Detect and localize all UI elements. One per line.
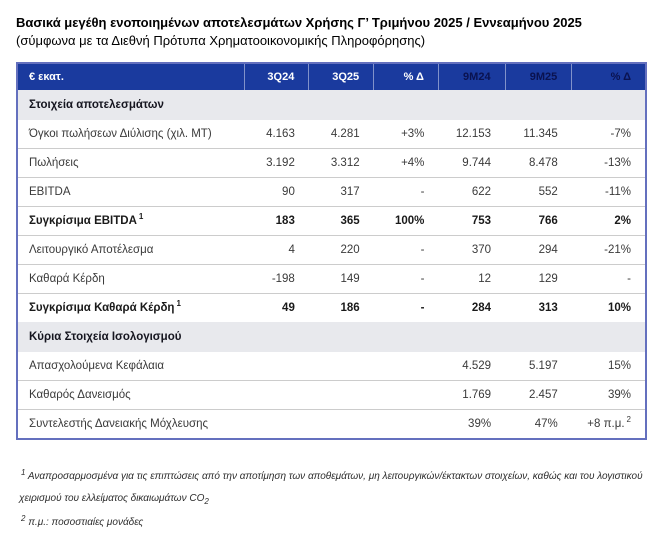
table-row (17, 381, 646, 410)
footnote-ref-icon: 2 (626, 415, 631, 425)
column-header-9m25: 9M25 (505, 63, 572, 90)
cell-9m24: 622 (438, 178, 505, 207)
cell-9m25: 8.478 (505, 149, 572, 178)
table-row (17, 410, 646, 440)
column-header-3q24: 3Q24 (245, 63, 309, 90)
row-label: Συντελεστής Δανειακής Μόχλευσης (17, 410, 245, 440)
column-header-pct-delta-9m: % Δ (572, 63, 646, 90)
footnote-1: $^1$ Αναπροσαρμοσμένα για τις επιπτώσεις από την αποτίμηση των αποθεμάτων, μη λειτουργικών/έκτακτων στοιχείων, καθώς και του λογιστικού χειρισμού του ελλείματος δικαιωμάτων $CO_2$ (19, 467, 643, 506)
cell-3q25: 149 (309, 265, 374, 294)
section-row-balance-sheet (17, 322, 646, 352)
page-title: Βασικά μεγέθη ενοποιημένων αποτελεσμάτων Χρήσης Γ’ Τριμήνου 2025 / Εννεαμήνου 2025 (16, 15, 582, 30)
cell-3q25: 220 (309, 236, 374, 265)
financial-results-table (16, 62, 647, 440)
cell-9m24: 39% (438, 410, 505, 440)
column-header-unit: € εκατ. (17, 63, 245, 90)
cell-9m25: 313 (505, 294, 572, 323)
cell-3q25 (309, 410, 374, 440)
table-body (17, 90, 646, 439)
section-label: Στοιχεία αποτελεσμάτων (17, 90, 646, 120)
cell-9m24: 1.769 (438, 381, 505, 410)
cell-3q24 (245, 381, 309, 410)
cell-9m24: 4.529 (462, 360, 492, 373)
cell-pct-delta-q: +4% (374, 149, 439, 178)
cell-3q25 (309, 352, 374, 381)
column-header-pct-delta-q: % Δ (374, 63, 439, 90)
row-label: Συγκρίσιμα Καθαρά Κέρδη $^1$ (17, 294, 245, 323)
cell-9m25: 47% (505, 410, 572, 440)
cell-9m25: 552 (505, 178, 572, 207)
cell-9m25: 2.457 (505, 381, 572, 410)
row-label: Λειτουργικό Αποτέλεσμα (17, 236, 245, 265)
cell-9m25: 129 (505, 265, 572, 294)
cell-pct-delta-9m: 2% (572, 207, 646, 236)
cell-pct-delta-q: - (374, 236, 439, 265)
co2-subscript: 2 (204, 496, 209, 506)
cell-pct-delta-q (374, 352, 439, 381)
cell-9m24: 753 (438, 207, 505, 236)
cell-pct-delta-q: +3% (401, 128, 425, 141)
section-row-results (17, 90, 646, 120)
column-header-3q25: 3Q25 (309, 63, 374, 90)
table-header-row (17, 63, 646, 90)
cell-3q24: 4.163 (266, 128, 295, 141)
table-row (17, 120, 646, 149)
cell-9m24: 370 (438, 236, 505, 265)
cell-pct-delta-q: - (374, 178, 439, 207)
table-row (17, 352, 646, 381)
column-header-9m24: 9M24 (438, 63, 505, 90)
cell-3q24: 3.192 (245, 149, 309, 178)
table-row (17, 149, 646, 178)
cell-9m25: 766 (505, 207, 572, 236)
cell-3q25: 186 (309, 294, 374, 323)
cell-9m24: 284 (438, 294, 505, 323)
table-row (17, 178, 646, 207)
cell-pct-delta-9m: -21% (572, 236, 646, 265)
cell-pct-delta-9m: 15% (607, 360, 631, 373)
page-subtitle: (σύμφωνα με τα Διεθνή Πρότυπα Χρηματοοικονομικής Πληροφόρησης) (16, 32, 426, 48)
cell-3q24: 90 (245, 178, 309, 207)
cell-3q24 (245, 410, 309, 440)
cell-3q24: 4 (245, 236, 309, 265)
cell-3q25: 365 (309, 207, 374, 236)
cell-pct-delta-9m: - (572, 265, 646, 294)
cell-pct-delta-9m: 10% (572, 294, 646, 323)
table-row-adjusted-ebitda (17, 207, 646, 236)
table-row (17, 265, 646, 294)
cell-pct-delta-q (374, 410, 439, 440)
cell-9m24: 9.744 (438, 149, 505, 178)
cell-pct-delta-9m: +8 π.μ. $^2$ (572, 410, 646, 440)
cell-3q24: 49 (245, 294, 309, 323)
cell-9m25: 11.345 (523, 128, 558, 141)
cell-3q25 (309, 381, 374, 410)
cell-pct-delta-q: 100% (374, 207, 439, 236)
footnote-ref-icon: 1 (176, 299, 181, 309)
cell-pct-delta-9m: 39% (572, 381, 646, 410)
table-header (17, 63, 646, 90)
row-label: Καθαρός Δανεισμός (17, 381, 245, 410)
cell-3q24: -198 (245, 265, 309, 294)
cell-pct-delta-9m: -11% (572, 178, 646, 207)
cell-pct-delta-q: - (374, 294, 439, 323)
row-label: Πωλήσεις (17, 149, 245, 178)
footnote-2: $^2$ π.μ.: ποσοστιαίες μονάδες (21, 513, 144, 529)
cell-3q25: 3.312 (309, 149, 374, 178)
cell-3q25: 317 (309, 178, 374, 207)
row-label: Όγκοι πωλήσεων Διύλισης (χιλ. ΜΤ) (29, 128, 212, 141)
row-label: Απασχολούμενα Κεφάλαια (29, 360, 165, 373)
row-label: Συγκρίσιμα EBITDA $^1$ (17, 207, 245, 236)
cell-9m25: 5.197 (528, 360, 558, 373)
footnotes (16, 466, 651, 534)
cell-3q25: 4.281 (330, 128, 360, 141)
section-label: Κύρια Στοιχεία Ισολογισμού (17, 322, 646, 352)
cell-pct-delta-q: - (374, 265, 439, 294)
cell-pct-delta-9m: -7% (610, 128, 631, 141)
cell-9m24: 12.153 (455, 128, 492, 141)
cell-9m24: 12 (438, 265, 505, 294)
row-label: Καθαρά Κέρδη (17, 265, 245, 294)
footnote-ref-icon: 1 (138, 212, 144, 222)
footnote-marker: 2 (21, 513, 26, 523)
cell-9m25: 294 (505, 236, 572, 265)
cell-3q24 (245, 352, 309, 381)
footnote-marker: 1 (21, 467, 26, 477)
row-label: EBITDA (17, 178, 245, 207)
table-row-adjusted-net-income (17, 294, 646, 323)
table-row (17, 236, 646, 265)
cell-pct-delta-9m: -13% (572, 149, 646, 178)
cell-3q24: 183 (245, 207, 309, 236)
cell-pct-delta-q (374, 381, 439, 410)
